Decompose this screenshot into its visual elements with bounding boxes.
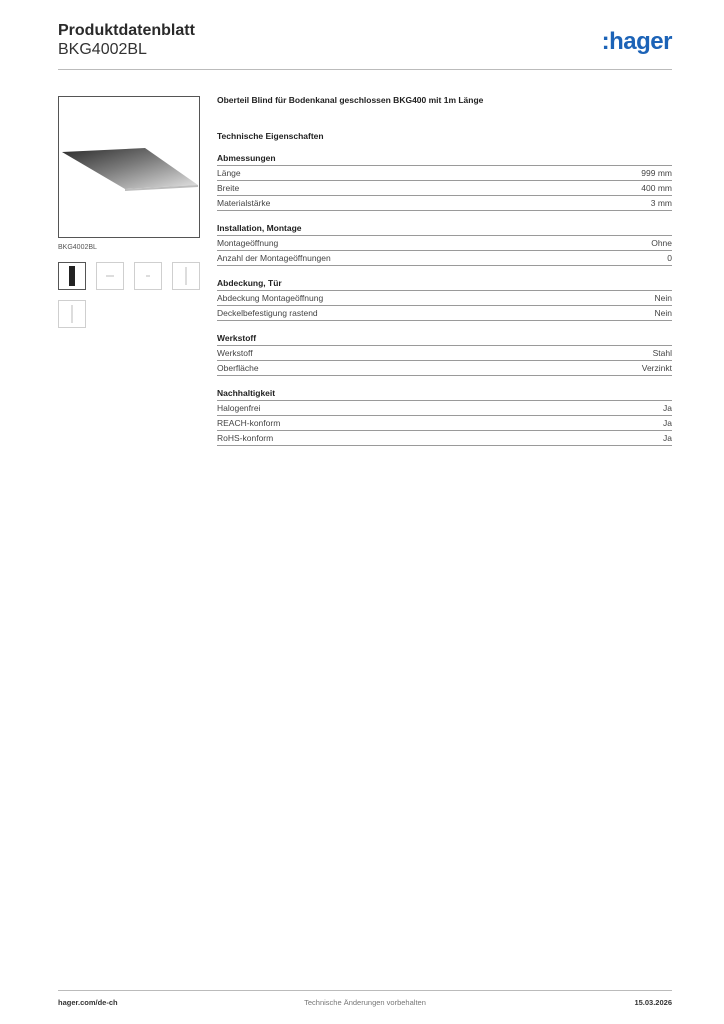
property-value: Ja	[663, 433, 672, 443]
property-value: Stahl	[652, 348, 672, 358]
group-installation	[217, 223, 672, 266]
property-row	[217, 291, 672, 306]
group-title: Installation, Montage	[217, 223, 672, 236]
property-value: Nein	[654, 308, 672, 318]
footer-date: 15.03.2026	[634, 998, 672, 1007]
page-footer	[58, 998, 672, 1010]
document-title: Produktdatenblatt	[58, 22, 195, 39]
thumbnail-1[interactable]	[58, 262, 86, 290]
property-row	[217, 306, 672, 321]
property-row	[217, 361, 672, 376]
property-row	[217, 416, 672, 431]
property-label: Halogenfrei	[217, 403, 261, 413]
thumbnail-side-view-icon	[97, 263, 123, 289]
hager-logo: :hager	[601, 28, 672, 55]
thumbnail-2[interactable]	[96, 262, 124, 290]
document-subtitle: BKG4002BL	[58, 41, 147, 58]
property-value: Ohne	[651, 238, 672, 248]
section-heading: Technische Eigenschaften	[217, 131, 324, 141]
group-dimensions	[217, 153, 672, 211]
property-value: 3 mm	[650, 198, 672, 208]
property-value: Nein	[654, 293, 672, 303]
cover-plate-illustration	[59, 97, 199, 237]
property-row	[217, 236, 672, 251]
property-row	[217, 251, 672, 266]
footer-website-link[interactable]: hager.com/de-ch	[58, 998, 118, 1007]
group-title: Nachhaltigkeit	[217, 388, 672, 401]
property-row	[217, 166, 672, 181]
thumbnail-top-view-icon	[135, 263, 161, 289]
group-title: Abdeckung, Tür	[217, 278, 672, 291]
property-value: Verzinkt	[641, 363, 672, 373]
property-label: RoHS-konform	[217, 433, 274, 443]
property-value: Ja	[663, 403, 672, 413]
property-row	[217, 431, 672, 446]
thumbnail-3[interactable]	[134, 262, 162, 290]
property-row	[217, 181, 672, 196]
property-row	[217, 401, 672, 416]
property-label: Deckelbefestigung rastend	[217, 308, 318, 318]
property-value: 0	[667, 253, 672, 263]
thumbnail-profile-view-icon	[59, 301, 85, 327]
product-image	[58, 96, 200, 238]
thumbnail-5[interactable]	[58, 300, 86, 328]
property-label: Länge	[217, 168, 241, 178]
product-details	[217, 95, 672, 458]
group-title: Abmessungen	[217, 153, 672, 166]
thumbnail-front-view-icon	[59, 263, 85, 289]
property-label: Anzahl der Montageöffnungen	[217, 253, 331, 263]
footer-disclaimer: Technische Änderungen vorbehalten	[304, 998, 426, 1007]
property-value: 400 mm	[641, 183, 672, 193]
footer-divider	[58, 990, 672, 991]
property-label: REACH-konform	[217, 418, 281, 428]
page-header	[58, 22, 672, 70]
thumbnail-4[interactable]	[172, 262, 200, 290]
property-label: Werkstoff	[217, 348, 253, 358]
property-label: Breite	[217, 183, 240, 193]
header-divider	[58, 69, 672, 70]
property-value: Ja	[663, 418, 672, 428]
property-label: Materialstärke	[217, 198, 271, 208]
property-value: 999 mm	[641, 168, 672, 178]
thumbnail-edge-view-icon	[173, 263, 199, 289]
property-label: Montageöffnung	[217, 238, 279, 248]
group-cover	[217, 278, 672, 321]
image-caption: BKG4002BL	[58, 244, 97, 251]
property-row	[217, 196, 672, 211]
property-row	[217, 346, 672, 361]
group-sustainability	[217, 388, 672, 446]
property-label: Oberfläche	[217, 363, 259, 373]
product-title: Oberteil Blind für Bodenkanal geschlossen BKG400 mit 1m Länge	[217, 95, 484, 105]
group-material	[217, 333, 672, 376]
property-label: Abdeckung Montageöffnung	[217, 293, 324, 303]
group-title: Werkstoff	[217, 333, 672, 346]
